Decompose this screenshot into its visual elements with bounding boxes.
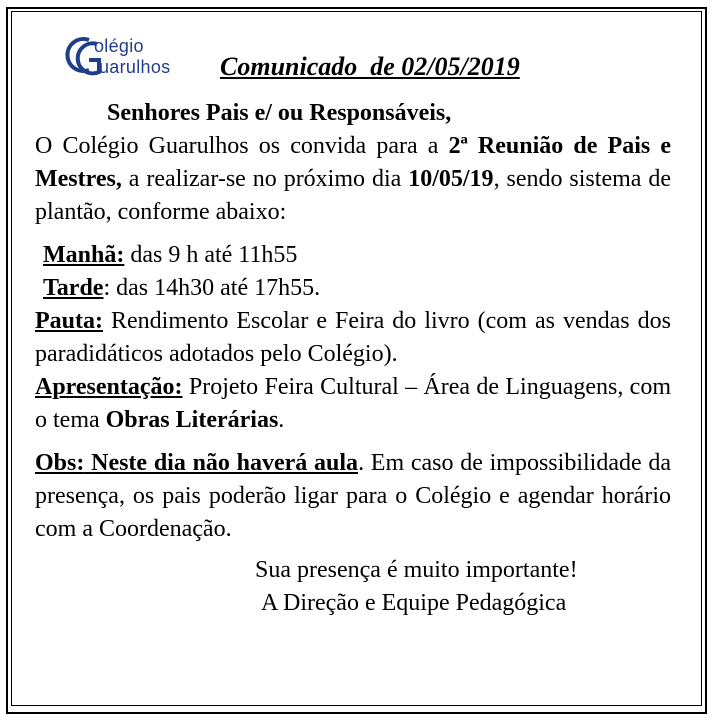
morning-hours: das 9 h até 11h55 — [124, 242, 298, 268]
meeting-date: 10/05/19 — [408, 166, 494, 192]
obs-no-class: Neste dia não haverá aula — [91, 450, 359, 476]
obs-label: Obs: — [35, 450, 85, 476]
school-logo — [57, 32, 217, 80]
presentation-end: . — [278, 407, 285, 433]
logo-text-line2: uarulhos — [99, 57, 171, 77]
schedule — [35, 239, 671, 305]
agenda-label: Pauta: — [35, 308, 103, 334]
morning-label: Manhã: — [43, 242, 125, 268]
notice-title: Comunicado de 02/05/2019 — [220, 52, 520, 81]
presentation-label: Apresentação: — [35, 374, 183, 400]
agenda-paragraph — [35, 305, 671, 371]
closing-signature: A Direção e Equipe Pedagógica — [261, 590, 567, 616]
greeting: Senhores Pais e/ ou Responsáveis, — [107, 100, 452, 126]
notice-document — [35, 28, 671, 620]
closing-line1: Sua presença é muito importante! — [255, 557, 578, 583]
obs-paragraph — [35, 447, 671, 546]
obs-text: . Em caso de impossibilidade da presença, os pais poderão ligar para o Colégio e agendar horário com a Coordenação. — [35, 450, 672, 542]
notice-header — [35, 28, 671, 83]
intro-text-3: , sendo sistema de plantão, conforme abaixo: — [35, 166, 672, 225]
presentation-theme: Obras Literárias — [105, 407, 279, 433]
afternoon-hours: : das 14h30 até 17h55. — [103, 275, 321, 301]
schedule-afternoon — [35, 272, 671, 305]
intro-text-1: O Colégio Guarulhos os convida para a — [35, 133, 449, 159]
schedule-morning — [35, 239, 671, 272]
presentation-text: Projeto Feira Cultural – Área de Linguagens, com o tema — [35, 374, 671, 433]
intro-text-2: a realizar-se no próximo dia — [121, 166, 409, 192]
meeting-name: 2ª Reunião de Pais e Mestres, — [35, 133, 671, 192]
presentation-paragraph — [35, 371, 671, 437]
logo-text-line1: olégio — [94, 36, 144, 56]
agenda-text: Rendimento Escolar e Feira do livro (com as vendas dos paradidáticos adotados pelo Colégio). — [35, 308, 671, 367]
intro-paragraph — [35, 130, 671, 229]
afternoon-label: Tarde — [43, 275, 104, 301]
